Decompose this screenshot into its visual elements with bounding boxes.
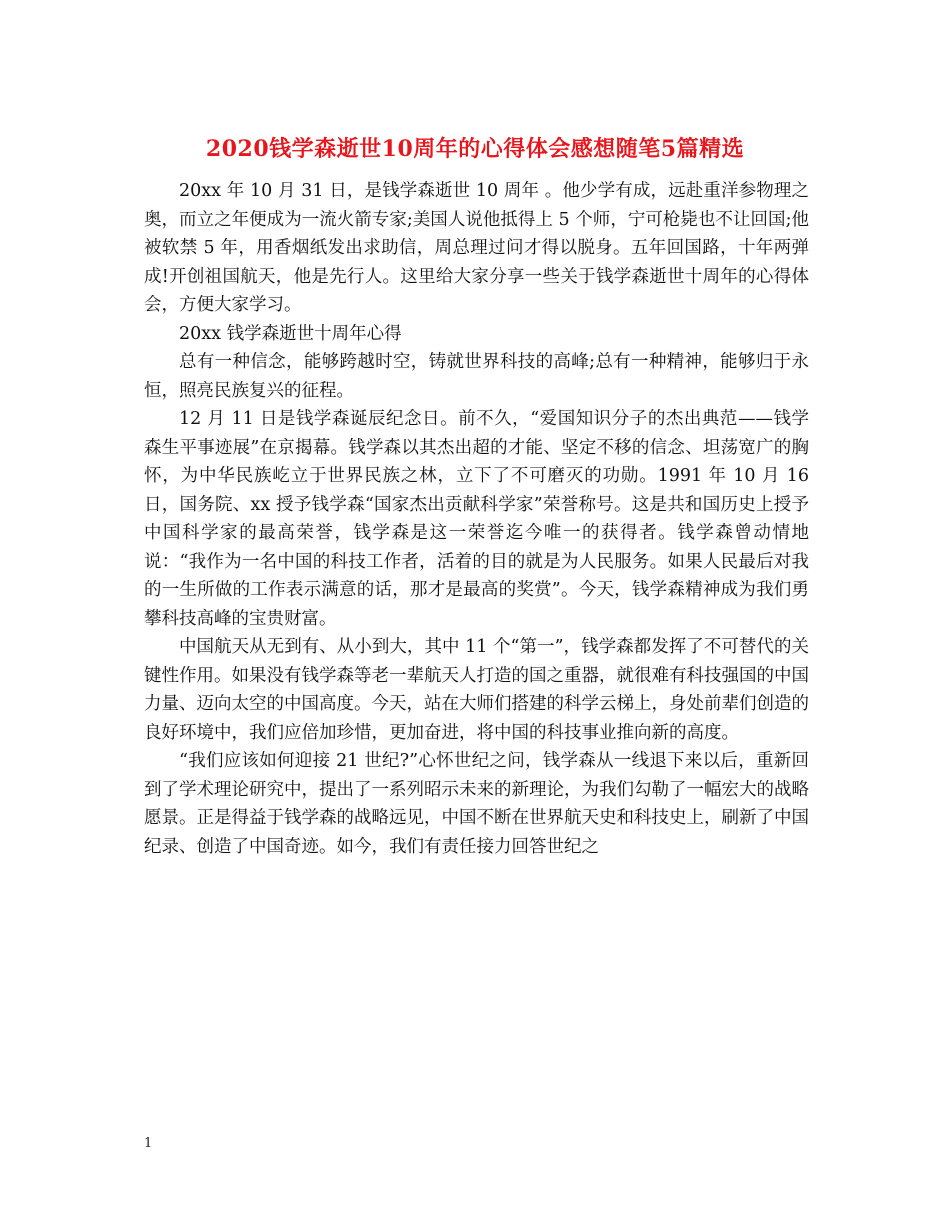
paragraph-aerospace: 中国航天从无到有、从小到大，其中 11 个“第一”，钱学森都发挥了不可替代的关键性作用。如果没有钱学森等老一辈航天人打造的国之重器，就很难有科技强国的中国力量、迈向太空的中国高度。今天，站在大师们搭建的科学云梯上，身处前辈们创造的良好环境中，我们应倍加珍惜，更加奋进，将中国的科技事业推向新的高度。 bbox=[144, 637, 809, 743]
page-number: 1 bbox=[144, 1136, 153, 1151]
paragraph-intro: 20xx 年 10 月 31 日，是钱学森逝世 10 周年 。他少学有成，远赴重洋参物理之奥，而立之年便成为一流火箭专家;美国人说他抵得上 5 个师，宁可枪毙也不让回国;他被软禁 5 年，用香烟纸发出求助信，周总理过问才得以脱身。五年回国路，十年两弹成!开创祖国航天，他是先行人。这里给大家分享一些关于钱学森逝世十周年的心得体会，方便大家学习。 bbox=[144, 181, 809, 315]
section-heading: 20xx 钱学森逝世十周年心得 bbox=[179, 323, 402, 344]
document-body bbox=[144, 177, 809, 861]
paragraph-century: “我们应该如何迎接 21 世纪?”心怀世纪之问，钱学森从一线退下来以后，重新回到了学术理论研究中，提出了一系列昭示未来的新理论，为我们勾勒了一幅宏大的战略愿景。正是得益于钱学森的战略远见，中国不断在世界航天史和科技史上，刷新了中国纪录、创造了中国奇迹。如今，我们有责任接力回答世纪之 bbox=[144, 751, 809, 857]
paragraph-belief: 总有一种信念，能够跨越时空，铸就世界科技的高峰;总有一种精神，能够归于永恒，照亮民族复兴的征程。 bbox=[144, 352, 809, 401]
paragraph-birthday: 12 月 11 日是钱学森诞辰纪念日。前不久，“爱国知识分子的杰出典范——钱学森生平事迹展”在京揭幕。钱学森以其杰出超的才能、坚定不移的信念、坦荡宽广的胸怀，为中华民族屹立于世界民族之林，立下了不可磨灭的功勋。1991 年 10 月 16 日，国务院、xx 授予钱学森“国家杰出贡献科学家”荣誉称号。这是共和国历史上授予中国科学家的最高荣誉，钱学森是这一荣誉迄今唯一的获得者。钱学森曾动情地说：“我作为一名中国的科技工作者，活着的目的就是为人民服务。如果人民最后对我的一生所做的工作表示满意的话，那才是最高的奖赏”。今天，钱学森精神成为我们勇攀科技高峰的宝贵财富。 bbox=[144, 409, 809, 629]
document-title: 2020钱学森逝世10周年的心得体会感想随笔5篇精选 bbox=[205, 136, 745, 162]
